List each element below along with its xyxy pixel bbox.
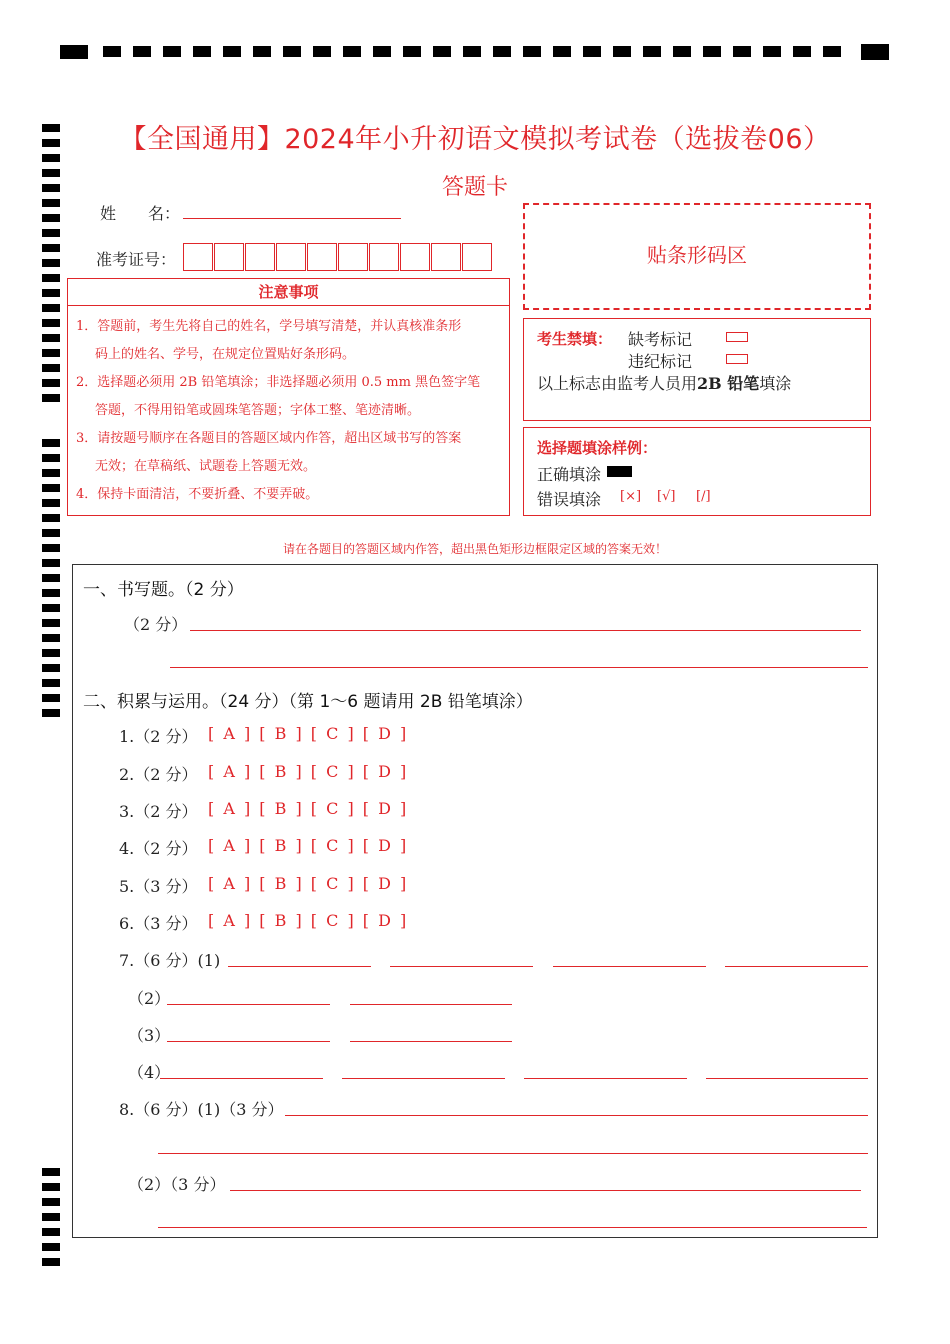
choice-options[interactable]: [ A ] [ B ] [ C ] [ D ] <box>208 874 409 893</box>
choice-label: 5.（3 分） <box>119 877 198 896</box>
answer-line[interactable] <box>725 966 868 967</box>
notice-line: 码上的姓名、学号，在规定位置贴好条形码。 <box>95 347 356 362</box>
wrong-fill-sample: [/] <box>696 489 711 504</box>
choice-options[interactable]: [ A ] [ B ] [ C ] [ D ] <box>208 911 409 930</box>
wrong-fill-sample: [×] <box>620 489 642 504</box>
barcode-area: 贴条形码区 <box>523 203 871 310</box>
choice-options[interactable]: [ A ] [ B ] [ C ] [ D ] <box>208 762 409 781</box>
choice-options[interactable]: [ A ] [ B ] [ C ] [ D ] <box>208 836 409 855</box>
answer-line[interactable] <box>350 1004 512 1005</box>
q7-part-label: （2） <box>128 989 171 1008</box>
answer-line[interactable] <box>285 1115 868 1116</box>
wrong-fill-label: 错误填涂 <box>537 490 602 509</box>
examinee-label: 考生禁填： <box>537 330 613 348</box>
answer-line[interactable] <box>190 630 861 631</box>
correct-fill-sample <box>607 466 632 477</box>
q7-label: 7.（6 分）(1) <box>119 951 221 970</box>
choice-label: 3.（2 分） <box>119 802 198 821</box>
answer-line[interactable] <box>170 667 868 668</box>
examinee-note: 以上标志由监考人员用2B 铅笔填涂 <box>537 374 792 393</box>
notice-heading: 注意事项 <box>67 278 510 306</box>
id-label: 准考证号： <box>96 250 177 269</box>
notice-line: 1．答题前，考生先将自己的姓名，学号填写清楚，并认真核准条形 <box>76 319 462 334</box>
answer-line[interactable] <box>228 966 371 967</box>
page-title: 【全国通用】2024年小升初语文模拟考试卷（选拔卷06） <box>119 124 831 155</box>
q7-part-label: （3） <box>128 1026 171 1045</box>
page-subtitle: 答题卡 <box>441 175 508 200</box>
notice-line: 答题，不得用铅笔或圆珠笔答题；字体工整、笔迹清晰。 <box>95 403 421 418</box>
answer-line[interactable] <box>524 1078 687 1079</box>
choice-options[interactable]: [ A ] [ B ] [ C ] [ D ] <box>208 724 409 743</box>
absent-label: 缺考标记 <box>628 330 693 349</box>
section-1-question: （2 分） <box>124 615 188 634</box>
choice-label: 4.（2 分） <box>119 839 198 858</box>
answer-area <box>72 564 878 1238</box>
notice-line: 无效；在草稿纸、试题卷上答题无效。 <box>95 459 317 474</box>
choice-label: 1.（2 分） <box>119 727 198 746</box>
answer-line[interactable] <box>390 966 533 967</box>
notice-line: 3．请按题号顺序在各题目的答题区域内作答，超出区域书写的答案 <box>76 431 462 446</box>
q7-part-label: （4） <box>128 1063 171 1082</box>
section-2-title: 二、积累与运用。（24 分）（第 1～6 题请用 2B 铅笔填涂） <box>83 692 533 712</box>
fill-sample-label: 选择题填涂样例： <box>537 439 658 457</box>
choice-label: 2.（2 分） <box>119 765 198 784</box>
answer-line[interactable] <box>342 1078 505 1079</box>
name-label: 姓 名： <box>100 204 181 223</box>
choice-options[interactable]: [ A ] [ B ] [ C ] [ D ] <box>208 799 409 818</box>
answer-line[interactable] <box>230 1190 861 1191</box>
q8-part-label: （2）（3 分） <box>128 1175 226 1194</box>
answer-line[interactable] <box>158 1153 868 1154</box>
answer-line[interactable] <box>160 1078 323 1079</box>
wrong-fill-sample: [√] <box>657 489 676 504</box>
violation-mark[interactable] <box>726 354 748 364</box>
answer-line[interactable] <box>167 1004 330 1005</box>
answer-area-warning: 请在各题目的答题区域内作答，超出黑色矩形边框限定区域的答案无效！ <box>282 542 667 556</box>
answer-line[interactable] <box>706 1078 868 1079</box>
q8-label: 8.（6 分）(1)（3 分） <box>119 1100 284 1119</box>
choice-label: 6.（3 分） <box>119 914 198 933</box>
section-1-title: 一、书写题。（2 分） <box>83 580 244 600</box>
answer-line[interactable] <box>553 966 706 967</box>
name-field[interactable] <box>183 218 401 219</box>
notice-line: 2．选择题必须用 2B 铅笔填涂；非选择题必须用 0.5 mm 黑色签字笔 <box>76 375 481 390</box>
correct-fill-label: 正确填涂 <box>537 465 602 484</box>
notice-line: 4．保持卡面清洁，不要折叠、不要弄破。 <box>76 487 319 502</box>
answer-line[interactable] <box>158 1227 867 1228</box>
violation-label: 违纪标记 <box>628 352 693 371</box>
absent-mark[interactable] <box>726 332 748 342</box>
answer-line[interactable] <box>350 1041 512 1042</box>
answer-line[interactable] <box>167 1041 330 1042</box>
